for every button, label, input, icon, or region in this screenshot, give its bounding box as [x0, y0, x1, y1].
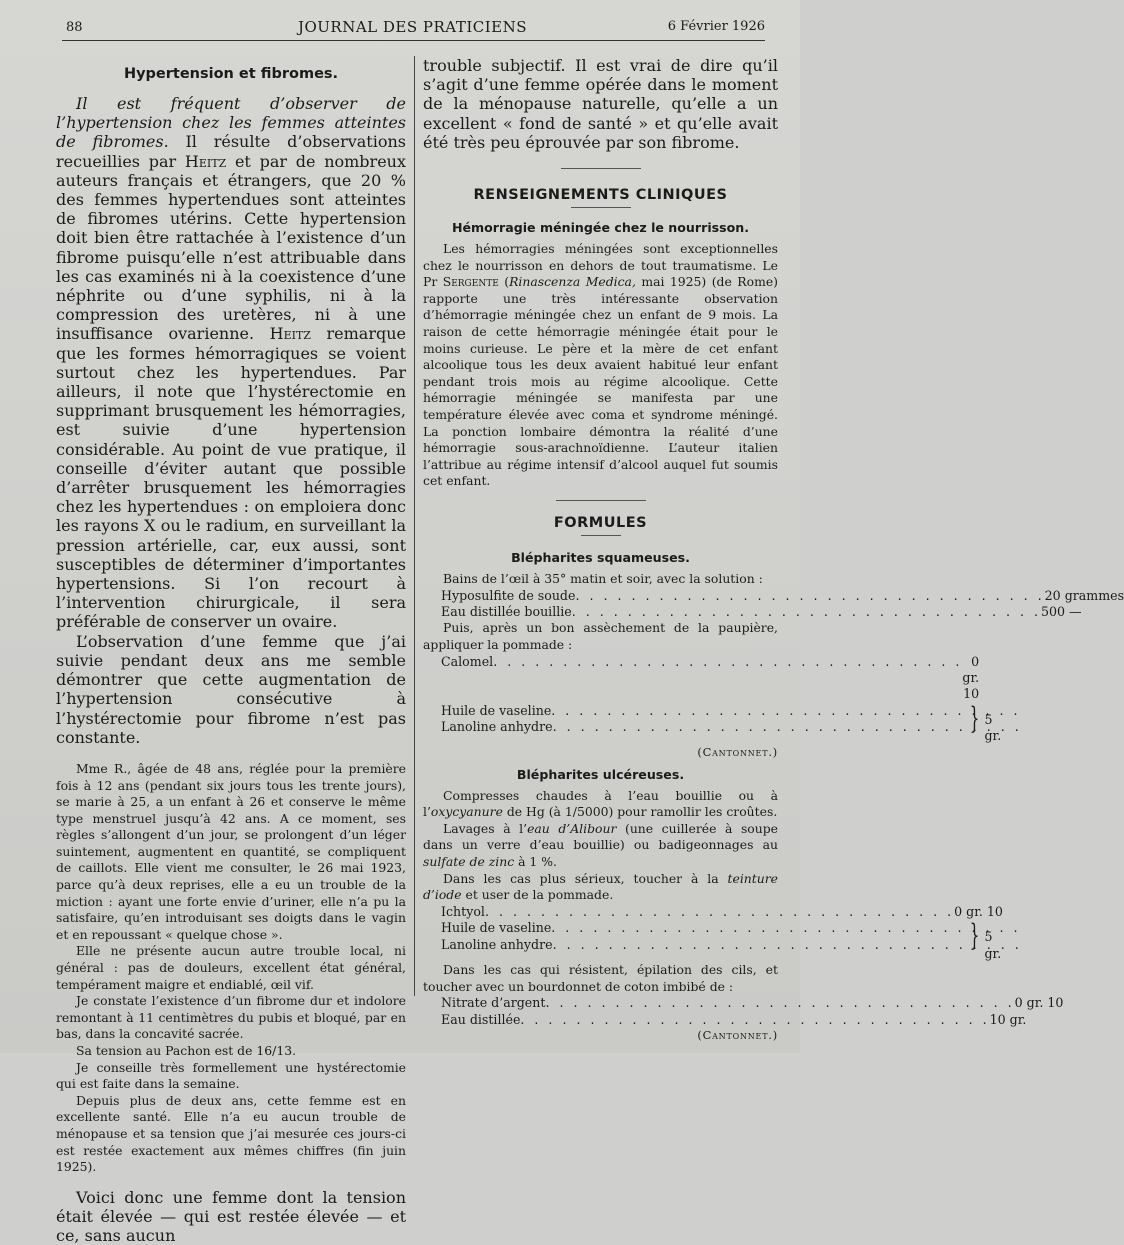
text-run: et user de la pommade.: [461, 887, 614, 903]
ornament-rule: [556, 500, 646, 501]
ingredient: Lanoline anhydre: [441, 719, 553, 735]
quantity: 500 —: [1040, 603, 1082, 619]
text-run: eau d’Alibour: [527, 820, 617, 836]
case-paragraph: Elle ne présente aucun autre trouble local, ni général : pas de douleurs, excellent état général, tempérament maigre et endiablé, œil vif.: [56, 943, 406, 992]
text-run: Dans les cas plus sérieux, toucher à la: [443, 870, 728, 886]
quantity: 0 gr. 10: [962, 653, 980, 702]
issue-date: 6 Février 1926: [667, 19, 765, 34]
case-paragraph: Mme R., âgée de 48 ans, réglée pour la première fois à 12 ans (pendant six jours tous les trente jours), se marie à 25, a un enfant à 26 et conserve le même type menstruel jusqu’à 42 ans. A ce moment, ses règles s’allongent d’un jour, se prolongent d’un léger suintement, augmentent en quantité, se compliquent de caillots. Elle vient me consulter, le 26 mai 1923, parce qu’à deux reprises, elle a eu un trouble de la miction : ayant une forte envie d’uriner, elle n’a pu la satisfaire, qu’en introduisant ses doigts dans le vagin et en repoussant « quelque chose ».: [56, 760, 406, 942]
running-header: [60, 16, 765, 38]
formula-line: [441, 587, 1124, 604]
column-divider: [414, 56, 415, 996]
ornament-rule: [561, 168, 641, 169]
page-number: 88: [66, 20, 83, 35]
quantity: 0 gr. 10: [1014, 995, 1064, 1011]
quantity: 5 gr.: [984, 929, 1002, 961]
formula-paragraph: Dans les cas qui résistent, épilation des cils, et toucher avec un bourdonnet de coton imbibé de :: [423, 961, 778, 994]
formula-instruction: Puis, après un bon assèchement de la paupière, appliquer la pommade :: [423, 620, 778, 652]
formula-line: [441, 903, 1003, 920]
text-run: et par de nombreux auteurs français et étrangers, que 20 % des femmes hypertendues sont atteintes de fibromes utérins. Cette hypertension doit bien être rattachée à l’existence d’un fibrome puisqu’elle n’est attribuable dans les cas examinés ni à la coexistence d’une néphrite ou d’une syphilis, ni à la compression des uretères, ni à une insuffisance ovarienne.: [56, 151, 406, 344]
formula-group: [441, 700, 1002, 745]
text-run: (une cuillerée à soupe dans un verre d’eau bouillie) ou badigeonnages au: [423, 820, 779, 853]
case-paragraph: Je conseille très formellement une hystérectomie qui est faite dans la semaine.: [56, 1059, 406, 1092]
ingredient: Ichtyol: [441, 903, 485, 919]
text-run: Compresses chaudes à l’eau bouillie ou à l’: [423, 787, 778, 820]
quantity: 20 grammes: [1044, 587, 1124, 603]
text-run: remarque que les formes hémorragiques se voient surtout chez les hypertendues. Par ailleurs, il note que l’hystérectomie en supprimant brusquement les hémorragies, est suivie d’une hypertension considérable. Au point de vue pratique, il conseille d’éviter autant que possible d’arrêter brusquement les hémorragies chez les hypertendues : on emploiera donc les rayons X ou le radium, en surveillant la pression artérielle, car, eux aussi, sont susceptibles de déterminer d’importantes hypertensions. Si l’on recourt à l’intervention chirurgicale, il sera préférable de conserver un ovaire.: [56, 324, 407, 632]
formula-paragraph: [423, 821, 778, 871]
clinical-paragraph: [423, 241, 778, 490]
case-paragraph: Depuis plus de deux ans, cette femme est en excellente santé. Elle n’a eu aucun trouble de ménopause et sa tension que j’ai mesurée ces jours-ci est restée exactement aux mêmes chiffres (fin juin 1925).: [56, 1092, 406, 1175]
article-paragraph-1: [56, 94, 406, 632]
section-heading: RENSEIGNEMENTS CLINIQUES: [473, 187, 728, 204]
brace: }: [970, 700, 980, 736]
text-run: Il résulte d’observations recueillies par: [56, 132, 406, 171]
author-name: Heitz: [269, 324, 311, 344]
case-paragraph: Sa tension au Pachon est de 16/13.: [76, 1043, 297, 1058]
formula-line: [441, 653, 980, 703]
text-run: sulfate de zinc: [423, 853, 515, 869]
text-run: teinture d’iode: [423, 870, 778, 903]
subsection-heading: Blépharites squameuses.: [511, 549, 690, 565]
formula-line: [441, 603, 1082, 620]
author-name: Heitz: [184, 151, 227, 171]
formula-line: [441, 995, 1064, 1011]
text-run: mai 1925) (de Rome) rapporte une très intéressante observation d’hémorragie méningée chez un enfant de 9 mois. La raison de cette hémorragie méningée était pour le moins curieuse. Le père et la mère de cet enfant alcoolique tous les deux avaient habitué leur enfant pendant trois mois au régime alcoolique. Cette hémorragie méningée se manifesta par une température élevée avec coma et syndrome méningé. La ponction lombaire démontra la réalité d’une hémorragie sous-arachnoïdienne. L’auteur italien l’attribue au régime intensif d’alcool auquel fut soumis cet enfant.: [423, 274, 778, 489]
text-run: oxycyanure: [430, 804, 503, 820]
signature: (Cantonnet.): [697, 1027, 778, 1042]
ingredient: Huile de vaseline: [441, 702, 552, 718]
formula-group: [441, 918, 1002, 962]
article-paragraph-3: Voici donc une femme dont la tension était élevée — qui est restée élevée — et ce, sans aucun: [56, 1187, 406, 1245]
left-column: [56, 56, 406, 1245]
article-continuation: trouble subjectif. Il est vrai de dire qu’il s’agit d’une femme opérée dans le moment de la ménopause naturelle, qu’elle a un excellent « fond de santé » et qu’elle avait été très peu éprouvée par son fibrome.: [423, 56, 778, 152]
text-run: (: [498, 274, 510, 290]
ingredient: Nitrate d’argent: [441, 995, 546, 1011]
ingredient: Huile de vaseline: [441, 920, 552, 936]
subsection-heading: Blépharites ulcéreuses.: [516, 766, 685, 782]
ingredient: Eau distillée bouillie: [441, 603, 572, 619]
formula-paragraph: [423, 871, 778, 904]
brace: }: [970, 918, 980, 954]
quantity: 10 gr.: [989, 1011, 1027, 1027]
journal-name: Rinascenza Medica,: [509, 274, 636, 290]
formula-paragraph: [423, 788, 778, 821]
text-run: à 1 %.: [514, 853, 557, 869]
ingredient: Calomel: [441, 653, 494, 669]
formula-list: [441, 995, 1064, 1028]
article-paragraph-2: L’observation d’une femme que j’ai suivie pendant deux ans me semble démontrer que cette augmentation de l’hypertension consécutive à l’hystérectomie pour fibrome n’est pas constante.: [56, 631, 406, 747]
section-rule: [571, 207, 631, 208]
formula-list: [441, 653, 1002, 745]
ingredient: Hyposulfite de soude: [441, 587, 576, 603]
section-heading: FORMULES: [553, 514, 648, 531]
text-run: Lavages à l’: [443, 820, 528, 836]
lead-italic: Il est fréquent d’observer de l’hypertension chez les femmes atteintes de fibromes.: [56, 94, 406, 152]
quantity: 0 gr. 10: [954, 903, 1003, 919]
header-rule: [62, 40, 765, 41]
ingredient: Eau distillée: [441, 1011, 521, 1027]
signature: (Cantonnet.): [697, 744, 778, 759]
subsection-heading: Hémorragie méningée chez le nourrisson.: [451, 220, 750, 236]
formula-list: [441, 587, 1124, 621]
article-title: Hypertension et fibromes.: [123, 66, 339, 82]
formula-intro: Bains de l’œil à 35° matin et soir, avec la solution :: [443, 570, 763, 586]
quantity: 5 gr.: [984, 711, 1002, 744]
case-paragraph: Je constate l’existence d’un fibrome dur et indolore remontant à 11 centimètres du pubis et bloqué, par en bas, dans la concavité sacrée.: [56, 993, 406, 1042]
journal-title: JOURNAL DES PRATICIENS: [297, 18, 528, 36]
ingredient: Lanoline anhydre: [441, 936, 553, 952]
author-name: Sergente: [442, 274, 499, 290]
right-column: [423, 56, 1124, 1042]
text-run: de Hg (à 1/5000) pour ramollir les croûtes.: [502, 804, 778, 820]
text-run: Les hémorragies méningées sont exceptionnelles chez le nourrisson en dehors de tout traumatisme. Le Pr: [423, 241, 778, 290]
formula-line: [441, 1011, 1027, 1028]
formula-list: [441, 903, 1003, 962]
section-rule: [581, 535, 621, 536]
